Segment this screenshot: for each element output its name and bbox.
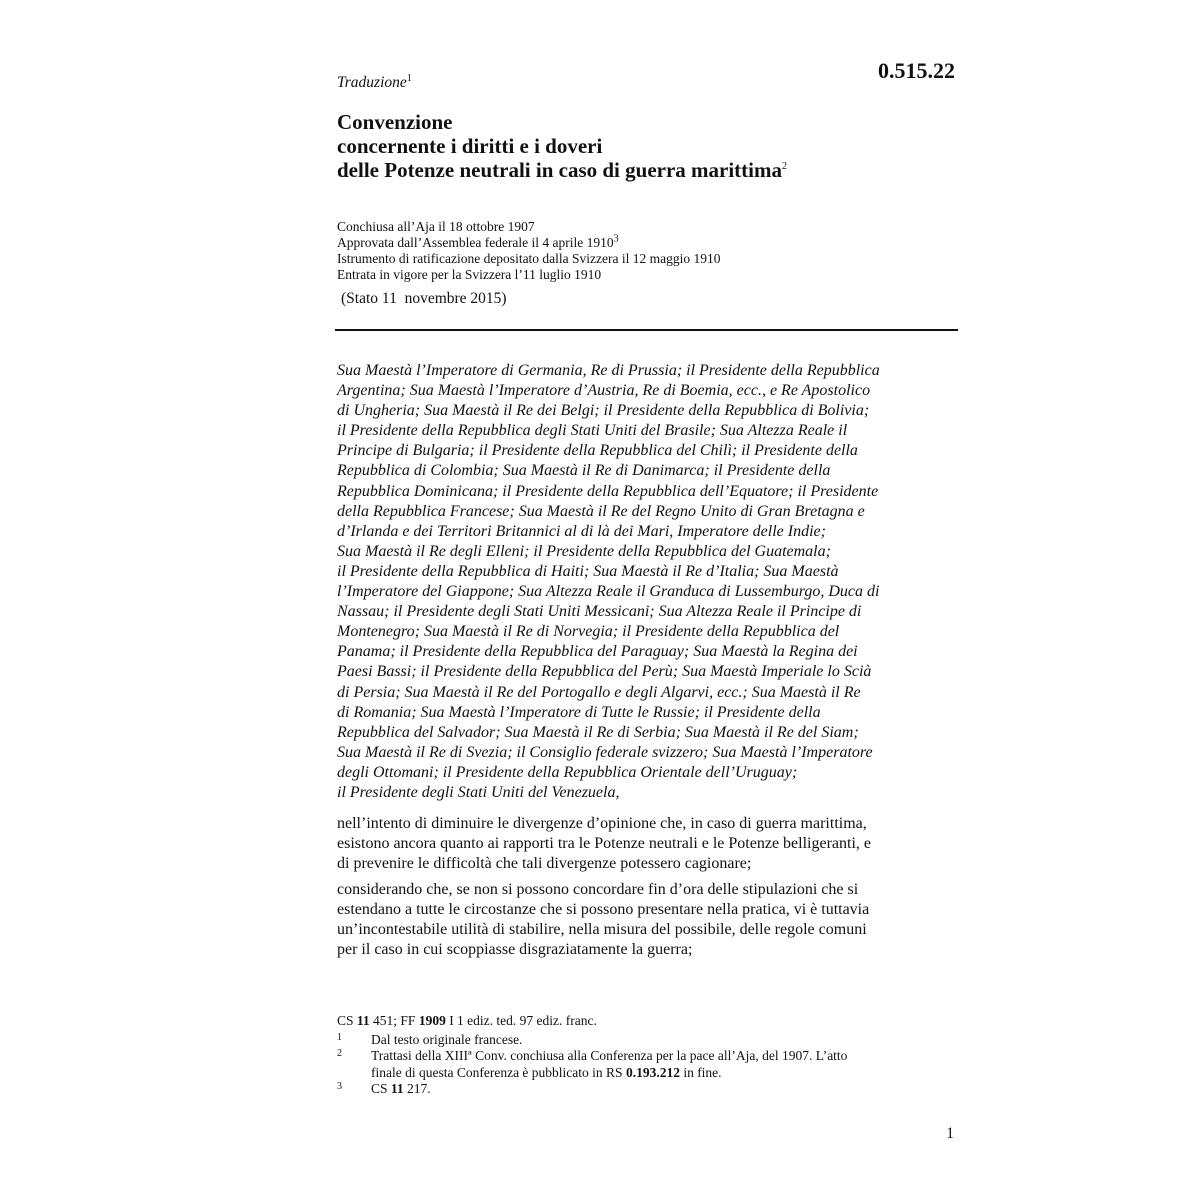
parties-line: Sua Maestà il Re degli Elleni; il Presidente della Repubblica del Guatemala; [337,542,831,560]
concluded-date: Conchiusa all’Aja il 18 ottobre 1907 [337,219,535,234]
footnote-2-mark: 2 [337,1048,342,1059]
preamble-parties [337,361,962,803]
parties-line: il Presidente degli Stati Uniti del Venezuela, [337,783,620,801]
preamble-paragraph-2 [337,880,962,960]
title-line-3: delle Potenze neutrali in caso di guerra marittima$^2$ [337,158,787,182]
header-divider [335,329,958,331]
parties-line: Sua Maestà l’Imperatore di Germania, Re di Prussia; il Presidente della Repubblica [337,362,880,379]
footnote-ref-2[interactable]: 2 [782,161,787,172]
paragraph-1-line: di prevenire le difficoltà che tali divergenze potessero cagionare; [337,855,752,873]
footnote-3-text: CS 11 217. [371,1081,431,1096]
title-line-2: concernente i diritti e i doveri [337,134,603,158]
footnote-2-text: Trattasi della XIIIª Conv. conchiusa alla Conferenza per la pace all’Aja, del 1907. L’atto [371,1048,848,1063]
parties-line: degli Ottomani; il Presidente della Repubblica Orientale dell’Uruguay; [337,763,798,781]
parties-line: Repubblica del Salvador; Sua Maestà il Re di Serbia; Sua Maestà il Re del Siam; [337,723,859,741]
parties-line: Principe di Bulgaria; il Presidente della Repubblica del Chilì; il Presidente della [337,442,858,460]
parties-line: della Repubblica Francese; Sua Maestà il Re del Regno Unito di Gran Bretagna e [337,502,865,520]
parties-line: Repubblica Dominicana; il Presidente della Repubblica dell’Equatore; il Presidente [337,482,879,500]
footnote-1-text: Dal testo originale francese. [371,1032,523,1047]
title-line-1: Convenzione [337,110,453,134]
parties-line: Nassau; il Presidente degli Stati Uniti Messicani; Sua Altezza Reale il Principe di [337,603,862,621]
parties-line: Paesi Bassi; il Presidente della Repubblica del Perù; Sua Maestà Imperiale lo Scià [337,663,872,681]
footnote-source: CS 11 451; FF 1909 I 1 ediz. ted. 97 ediz. franc. [337,1013,597,1028]
page-number: 1 [946,1125,954,1142]
parties-line: Repubblica di Colombia; Sua Maestà il Re di Danimarca; il Presidente della [337,462,831,480]
parties-line: il Presidente della Repubblica degli Stati Uniti del Brasile; Sua Altezza Reale il [337,422,848,440]
parties-line: Montenegro; Sua Maestà il Re di Norvegia; il Presidente della Repubblica del [337,623,840,641]
paragraph-1-line: nell’intento di diminuire le divergenze d’opinione che, in caso di guerra marittima, [337,815,867,832]
footnote-ref-3[interactable]: 3 [613,233,619,245]
approved-date: Approvata dall’Assemblea federale il 4 aprile 1910$^3$ [337,233,619,250]
paragraph-2-line: per il caso in cui scoppiasse disgraziatamente la guerra; [337,941,693,959]
rs-link[interactable]: 0.193.212 [625,1065,680,1080]
paragraph-2-line: estendano a tutte le circostanze che si possono presentare nella pratica, vi è tuttavia [337,901,870,919]
parties-line: il Presidente della Repubblica di Haiti; Sua Maestà il Re d’Italia; Sua Maestà [337,562,839,580]
footnote-1-mark: 1 [337,1032,342,1043]
paragraph-2-line: un’incontestabile utilità di stabilire, nella misura del possibile, delle regole comuni [337,921,867,939]
parties-line: di Romania; Sua Maestà l’Imperatore di Tutte le Russie; il Presidente della [337,703,821,721]
parties-line: Argentina; Sua Maestà l’Imperatore d’Austria, Re di Boemia, ecc., e Re Apostolico [337,382,871,400]
status-date: (Stato 11 novembre 2015) [341,290,507,307]
parties-line: di Persia; Sua Maestà il Re del Portogallo e degli Algarvi, ecc.; Sua Maestà il Re [337,683,861,701]
paragraph-1-line: esistono ancora quanto ai rapporti tra le Potenze neutrali e le Potenze belligeranti, e [337,835,872,853]
document-title [337,110,787,182]
footnote-2-continuation: finale di questa Conferenza è pubblicato in RS 0.193.212 in fine. [371,1065,722,1080]
footnote-ref-1[interactable]: 1 [406,72,412,84]
document-metadata [337,219,721,283]
parties-line: di Ungheria; Sua Maestà il Re dei Belgi; il Presidente della Repubblica di Bolivia; [337,402,870,420]
footnote-3-mark: 3 [337,1081,342,1092]
parties-line: d’Irlanda e dei Territori Britannici al di là dei Mari, Imperatore delle Indie; [337,522,826,540]
ratification-date: Istrumento di ratificazione depositato dalla Svizzera il 12 maggio 1910 [337,251,721,266]
entry-into-force-date: Entrata in vigore per la Svizzera l’11 luglio 1910 [337,267,602,282]
paragraph-2-line: considerando che, se non si possono concordare fin d’ora delle stipulazioni che si [337,881,859,898]
sr-number: 0.515.22 [878,58,955,83]
parties-line: l’Imperatore del Giappone; Sua Altezza Reale il Granduca di Lussemburgo, Duca di [337,583,880,601]
parties-line: Panama; il Presidente della Repubblica del Paraguay; Sua Maestà la Regina dei [337,643,858,661]
translation-label: Traduzione$^1$ [337,72,412,91]
preamble-paragraph-1 [337,814,962,874]
parties-line: Sua Maestà il Re di Svezia; il Consiglio federale svizzero; Sua Maestà l’Imperatore [337,743,873,761]
